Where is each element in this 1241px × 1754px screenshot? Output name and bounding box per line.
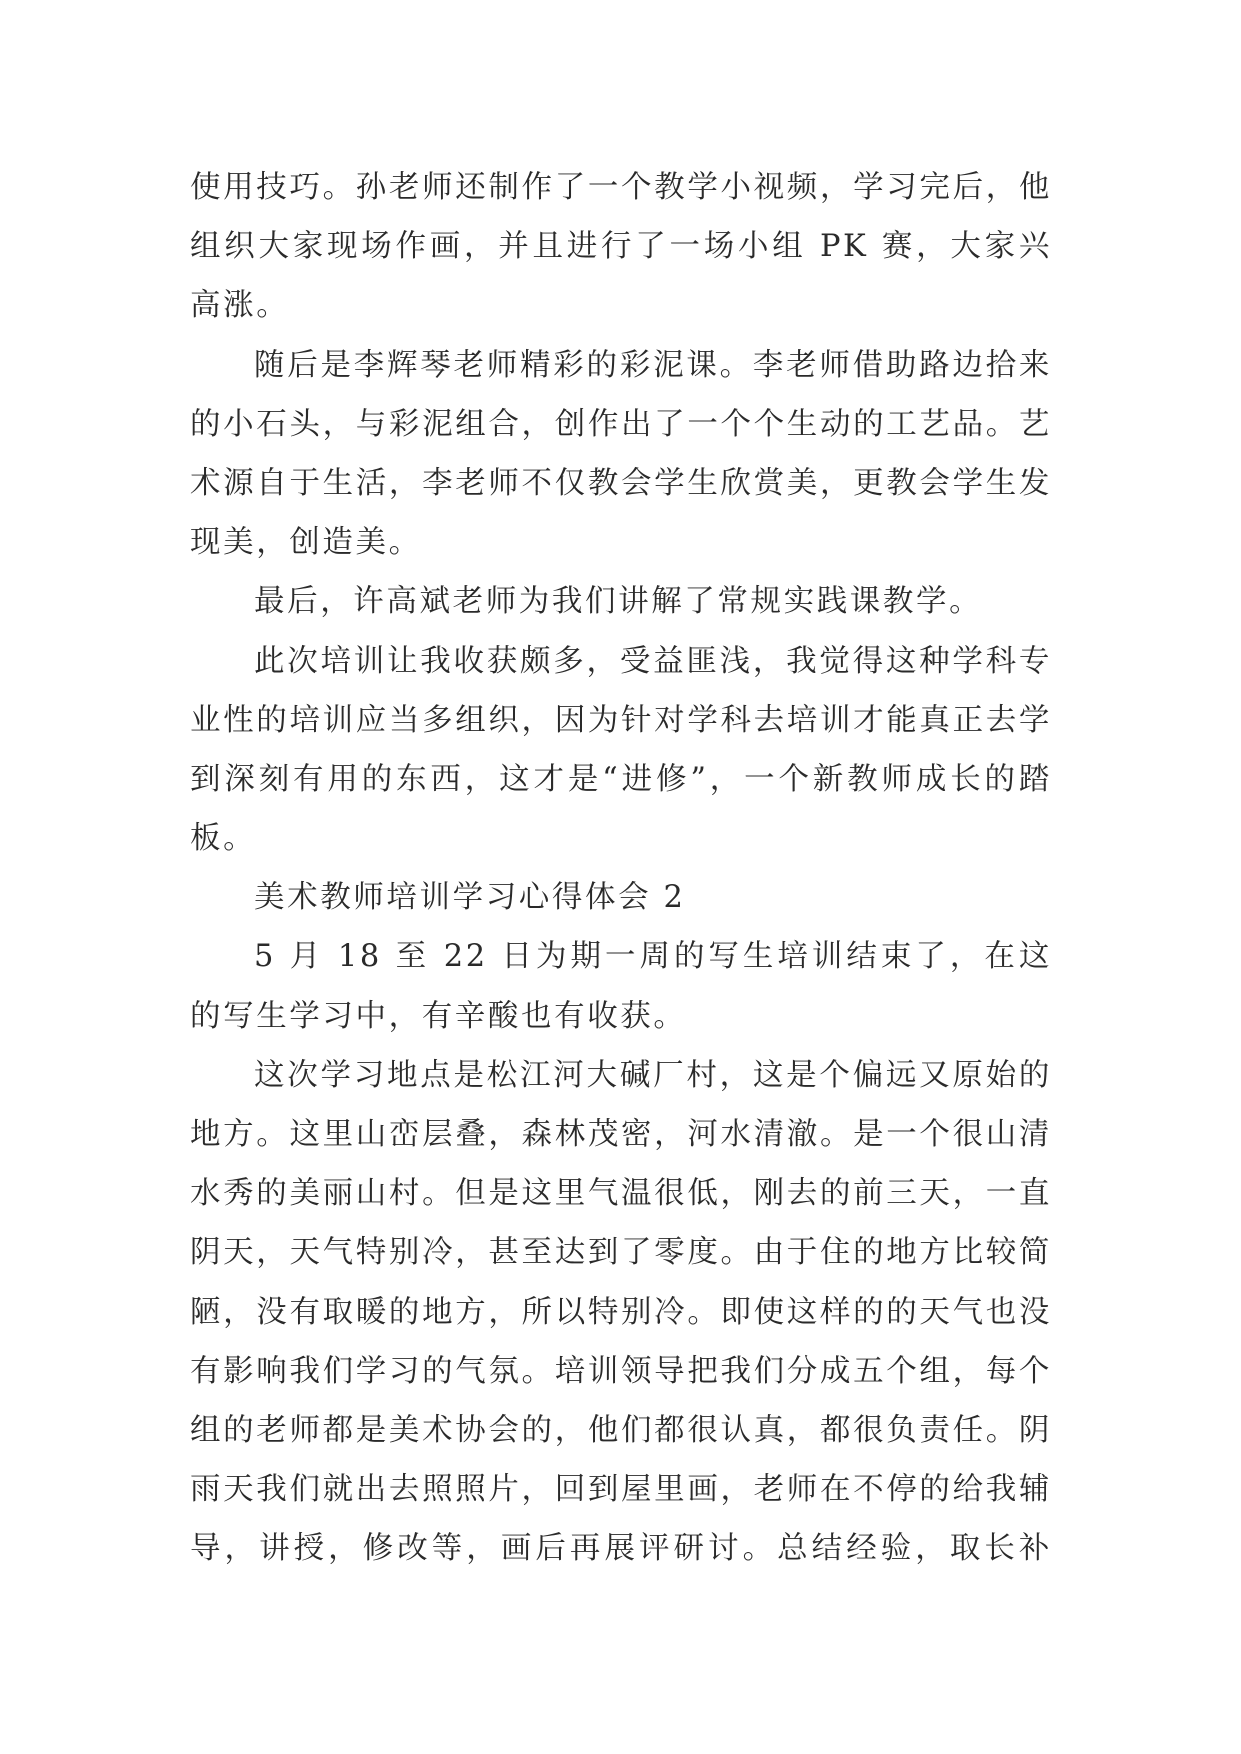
text-line: 高涨。 [190,288,290,324]
text-line: 此次培训让我收获颇多，受益匪浅，我觉得这种学科专 [254,643,1052,679]
text-line: 导，讲授，修改等，画后再展评研讨。总结经验，取长补 [190,1531,1052,1567]
paragraph-p2 [190,336,1052,573]
text-line: 的写生学习中，有辛酸也有收获。 [190,998,687,1034]
paragraph-p5 [190,868,1052,927]
text-line: 到深刻有用的东西，这才是“进修”，一个新教师成长的踏 [190,761,1052,797]
text-line: 陋，没有取暖的地方，所以特别冷。即使这样的的天气也没 [190,1294,1052,1330]
text-line: 使用技巧。孙老师还制作了一个教学小视频，学习完后，他 [190,170,1052,205]
text-line: 板。 [190,821,257,857]
paragraph-p6 [190,927,1052,1045]
paragraph-p4 [190,632,1052,869]
text-line: 水秀的美丽山村。但是这里气温很低，刚去的前三天，一直 [190,1176,1052,1212]
text-line: 现美，创造美。 [190,525,422,561]
text-line: 的小石头，与彩泥组合，创作出了一个个生动的工艺品。艺 [190,406,1052,442]
text-line: 美术教师培训学习心得体会 2 [254,880,686,916]
text-line: 业性的培训应当多组织，因为针对学科去培训才能真正去学 [190,702,1052,738]
paragraph-p3 [190,572,1052,631]
text-line: 最后，许高斌老师为我们讲解了常规实践课教学。 [254,584,983,620]
text-line: 5 月 18 至 22 日为期一周的写生培训结束了，在这 [254,939,1052,975]
text-line: 组的老师都是美术协会的，他们都很认真，都很负责任。阴 [190,1412,1052,1448]
document-body [190,158,1052,1579]
text-line: 术源自于生活，李老师不仅教会学生欣赏美，更教会学生发 [190,465,1052,501]
text-line: 这次学习地点是松江河大碱厂村，这是个偏远又原始的 [254,1057,1052,1093]
text-line: 地方。这里山峦层叠，森林茂密，河水清澈。是一个很山清 [190,1117,1052,1152]
text-line: 随后是李辉琴老师精彩的彩泥课。李老师借助路边拾来 [254,347,1052,383]
text-line: 组织大家现场作画，并且进行了一场小组 PK 赛，大家兴 [190,229,1052,265]
paragraph-p7 [190,1046,1052,1579]
paragraph-p1 [190,158,1052,336]
text-line: 雨天我们就出去照照片，回到屋里画，老师在不停的给我辅 [190,1472,1052,1508]
text-line: 有影响我们学习的气氛。培训领导把我们分成五个组，每个 [190,1353,1052,1389]
text-line: 阴天，天气特别冷，甚至达到了零度。由于住的地方比较简 [190,1235,1052,1271]
